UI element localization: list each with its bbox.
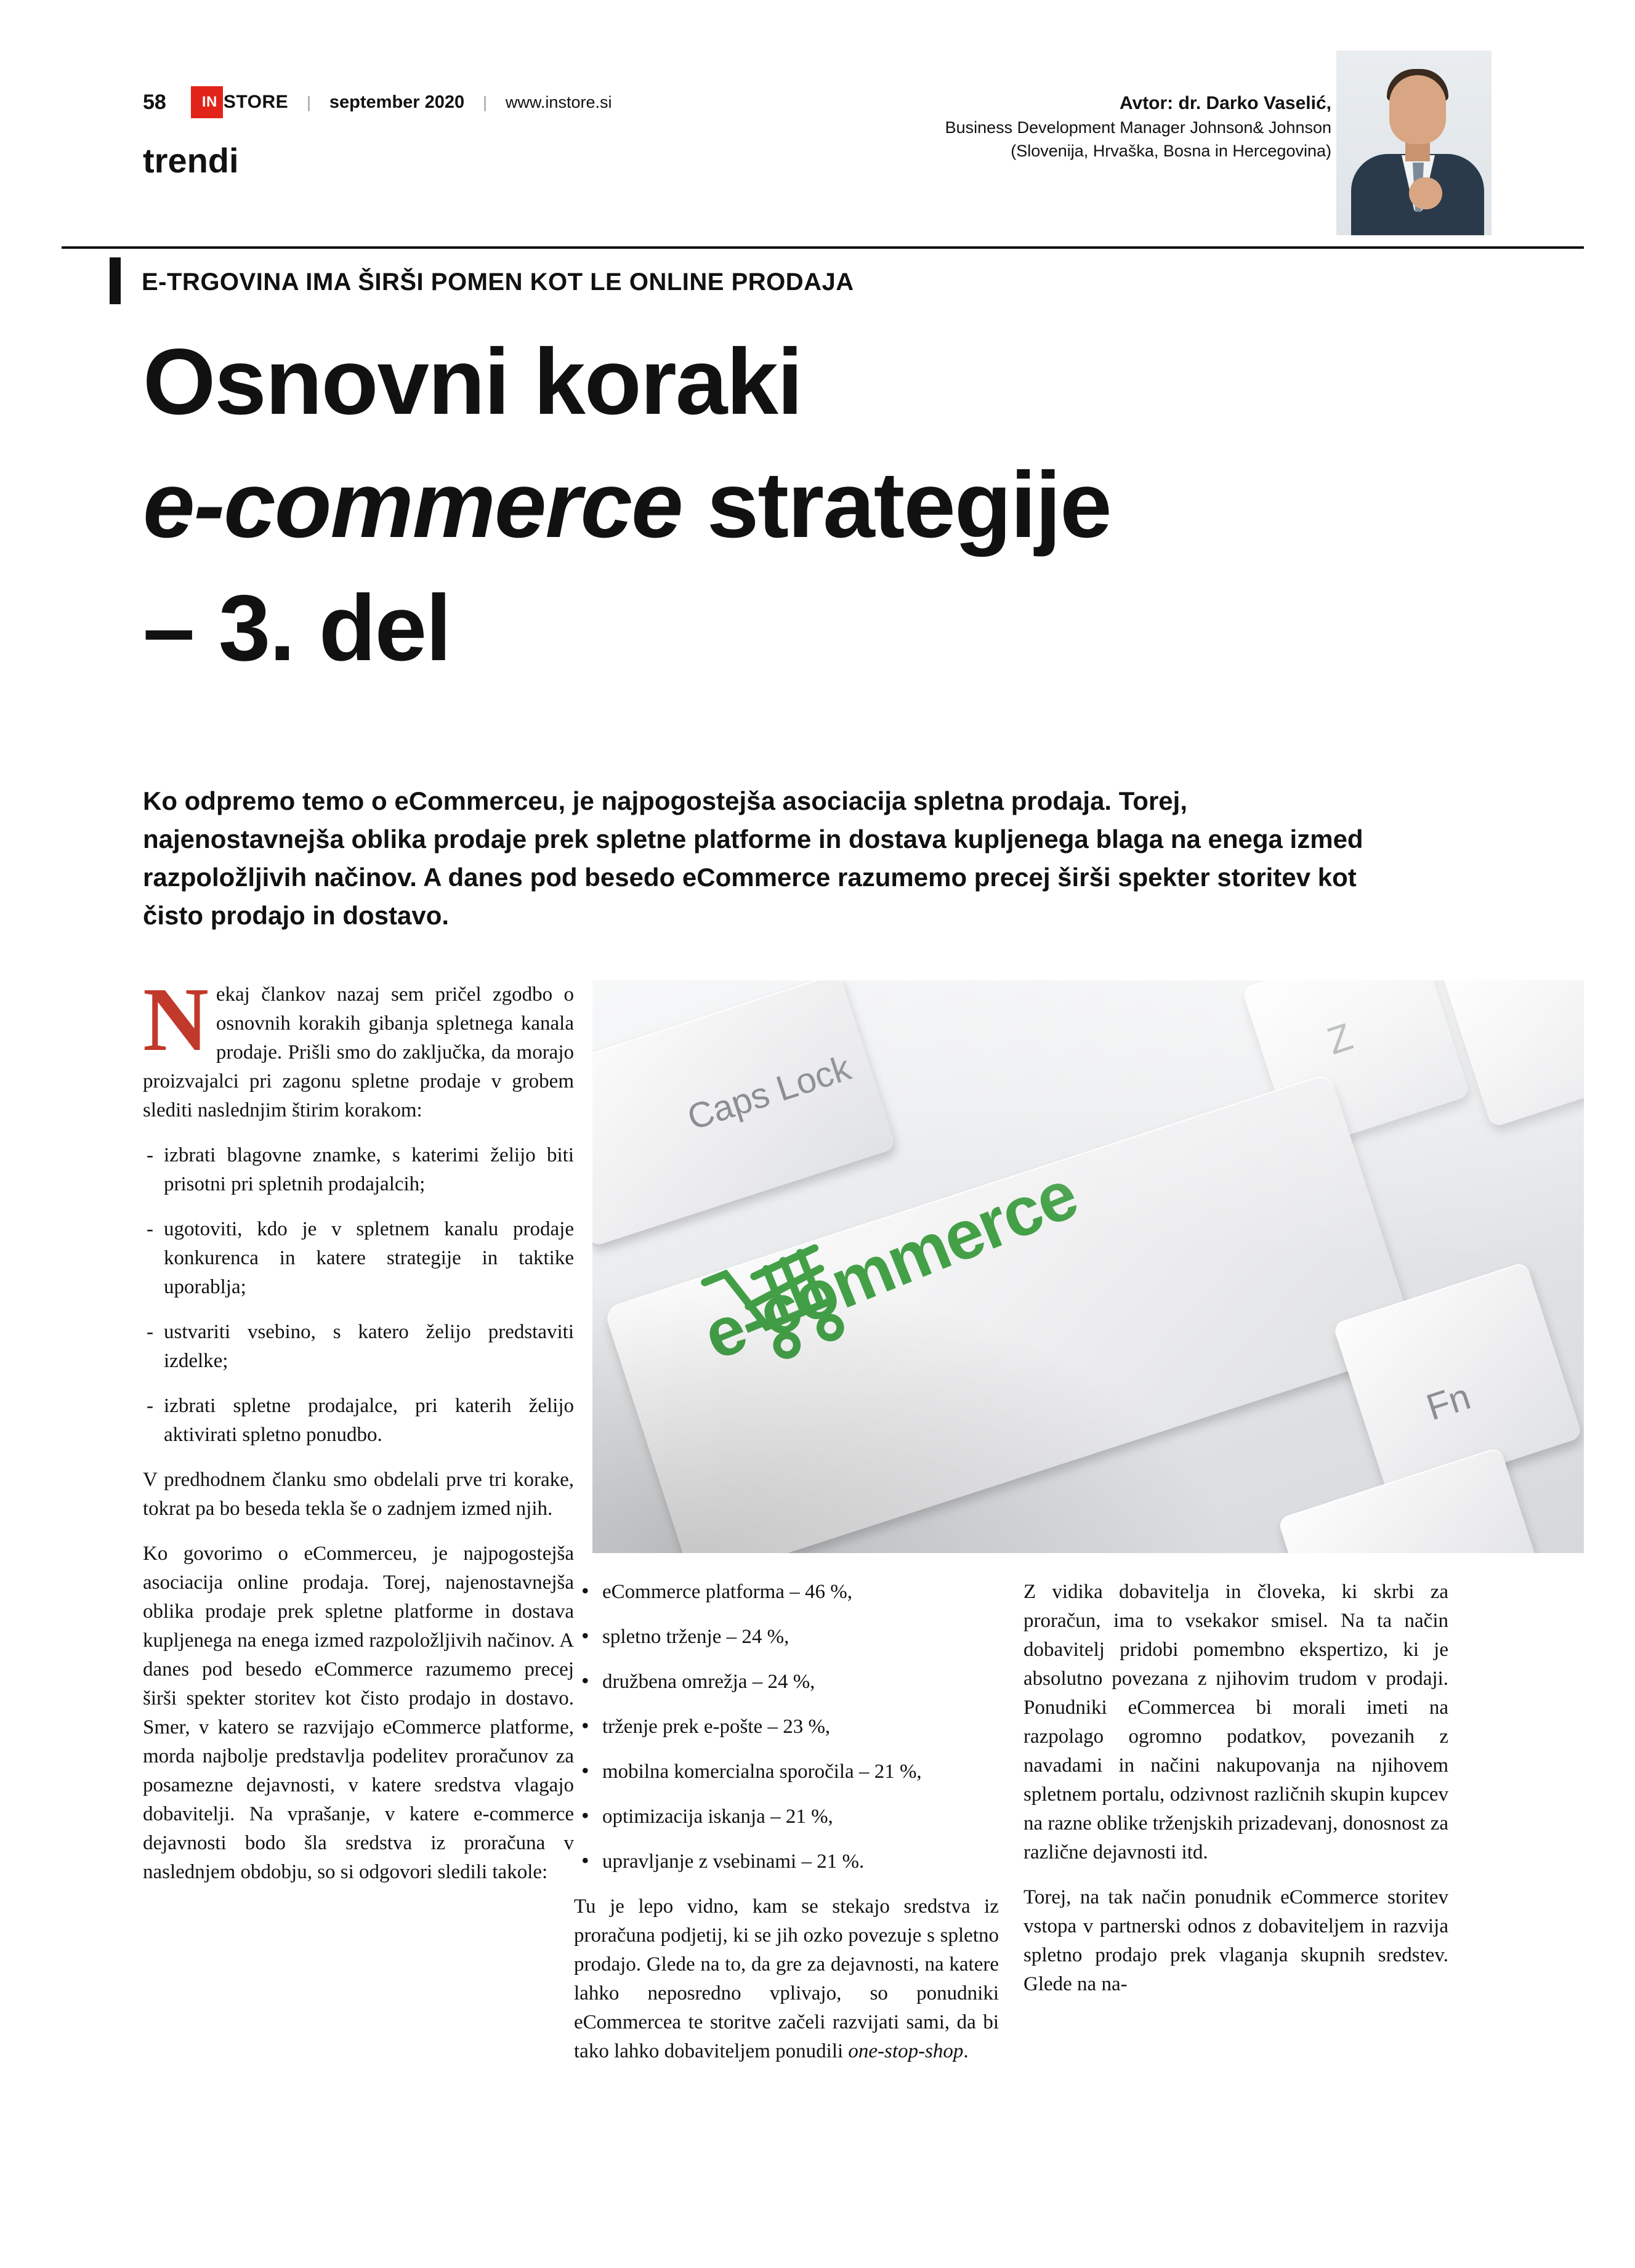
separator-1: | [307, 93, 311, 111]
paragraph-italic-term: one-stop-shop [848, 2040, 964, 2062]
byline-author: Avtor: dr. Darko Vaselić, [1119, 93, 1331, 113]
article-photo-keyboard [592, 980, 1584, 1553]
separator-2: | [483, 93, 487, 111]
paragraph-text-b: . [963, 2040, 969, 2062]
author-photo [1336, 50, 1492, 235]
paragraph: Z vidika dobavitelja in človeka, ki skrbi za proračun, ima to vsekakor smisel. Na ta način dobavitelj pridobi pomembno ekspertizo, ki je absolutno povezana z njihovim trudom v prodaji. Ponudniki eCommercea bi morali imeti na razpolago ogromno podatkov, povezanih z navadami in načini nakupovanja na njihovem spletnem portalu, odzivnost različnih skupin kupcev na razne oblike trženjskih prizadevanj, donosnost za različne dejavnosti itd. [1023, 1581, 1449, 1863]
drop-cap: N [143, 969, 209, 1070]
list-item: - ustvariti vsebino, s katero želijo predstaviti izdelke; [143, 1318, 574, 1376]
page-number: 58 [143, 90, 166, 114]
list-item: • eCommerce platforma – 46 %, [574, 1578, 999, 1607]
list-item: - ugotoviti, kdo je v spletnem kanalu prodaje konkurenca in katere strategije in taktike uporablja; [143, 1215, 574, 1302]
list-item: • upravljanje z vsebinami – 21 %. [574, 1847, 999, 1876]
masthead [143, 80, 1492, 271]
paragraph [574, 1892, 999, 2066]
list-item: • spletno trženje – 24 %, [574, 1623, 999, 1652]
photo-lighting-overlay [592, 980, 1584, 1553]
list-item: • družbena omrežja – 24 %, [574, 1668, 999, 1697]
photo-hand [1409, 177, 1442, 209]
steps-list [143, 1141, 574, 1450]
instore-logo [191, 86, 288, 118]
headline-line-2-rest: strategije [682, 453, 1111, 557]
logo-in-text: IN [201, 94, 217, 110]
header-divider [62, 246, 1584, 249]
kicker-text: E-TRGOVINA IMA ŠIRŠI POMEN KOT LE ONLINE PRODAJA [142, 268, 854, 296]
paragraph-text-a: Tu je lepo vidno, kam se stekajo sredstva iz proračuna podjetij, ki se jih ozko povezuje s spletno prodajo. Glede na to, da gre za dejavnosti, na katere lahko neposredno vplivajo, so ponudniki eCommercea te storitve začeli razvijati sami, da bi tako lahko dobaviteljem ponudili [574, 1895, 999, 2062]
headline-line-1: Osnovni koraki [143, 329, 802, 434]
byline-region: (Slovenija, Hrvaška, Bosna in Hercegovina) [1011, 142, 1331, 160]
website-url: www.instore.si [505, 93, 612, 111]
section-title: trendi [143, 141, 239, 180]
list-item: - izbrati blagovne znamke, s katerimi želijo biti prisotni pri spletnih prodajalcih; [143, 1141, 574, 1199]
budget-bullet-list [574, 1578, 999, 1876]
kicker [110, 268, 854, 296]
headline-line-2 [143, 443, 1498, 567]
list-item: • optimizacija iskanja – 21 %, [574, 1802, 999, 1831]
list-item: • mobilna komercialna sporočila – 21 %, [574, 1757, 999, 1786]
body-column-2 [574, 1578, 999, 2082]
byline-role: Business Development Manager Johnson& Johnson [945, 118, 1331, 137]
intro-paragraph [143, 969, 574, 1125]
headline-italic-part: e-commerce [143, 453, 682, 557]
list-item: • trženje prek e-pošte – 23 %, [574, 1713, 999, 1741]
logo-store-text: STORE [223, 92, 289, 112]
body-column-1 [143, 969, 574, 1903]
paragraph: V predhodnem članku smo obdelali prve tri korake, tokrat pa bo beseda tekla še o zadnjem izmed njih. [143, 1469, 574, 1520]
page-title [143, 320, 1498, 690]
headline-line-3: – 3. del [143, 576, 451, 680]
body-column-3 [1023, 1578, 1448, 2015]
intro-paragraph-text: ekaj člankov nazaj sem pričel zgodbo o osnovnih korakih gibanja spletnega kanala prodaje. Prišli smo do zaključka, da morajo proizvajalci pri zagonu spletne prodaje v grobem slediti naslednjim štirim korakom: [143, 983, 574, 1121]
paragraph: Torej, na tak način ponudnik eCommerce storitev vstopa v partnerski odnos z dobaviteljem in razvija spletno prodajo prek vlaganja skupnih sredstev. Glede na na- [1023, 1886, 1448, 1995]
photo-head [1389, 75, 1446, 144]
issue-date: september 2020 [329, 92, 465, 112]
standfirst: Ko odpremo temo o eCommerceu, je najpogostejša asociacija spletna prodaja. Torej, najenostavnejša oblika prodaje prek spletne platforme in dostava kupljenega blaga na enega izmed razpoložljivih načinov. A danes pod besedo eCommerce razumemo precej širši spekter storitev kot čisto prodajo in dostavo. [143, 786, 1363, 930]
list-item: - izbrati spletne prodajalce, pri katerih želijo aktivirati spletno ponudbo. [143, 1392, 574, 1450]
paragraph: Ko govorimo o eCommerceu, je najpogostejša asociacija online prodaja. Torej, najenostavnejša oblika prodaje prek spletne platforme in dostava kupljenega na enega izmed razpoložljivih načinov. A danes pod besedo eCommerce razumemo precej širši spekter storitev kot čisto prodajo in dostavo. Smer, v katero se razvijajo eCommerce platforme, morda najbolje predstavlja podelitev proračunov za posamezne dejavnosti, v katere sredstva vlagajo dobavitelji. Na vprašanje, v katere e-commerce dejavnosti bodo šla sredstva iz proračuna v naslednjem obdobju, so si odgovori sledili takole: [143, 1543, 574, 1883]
